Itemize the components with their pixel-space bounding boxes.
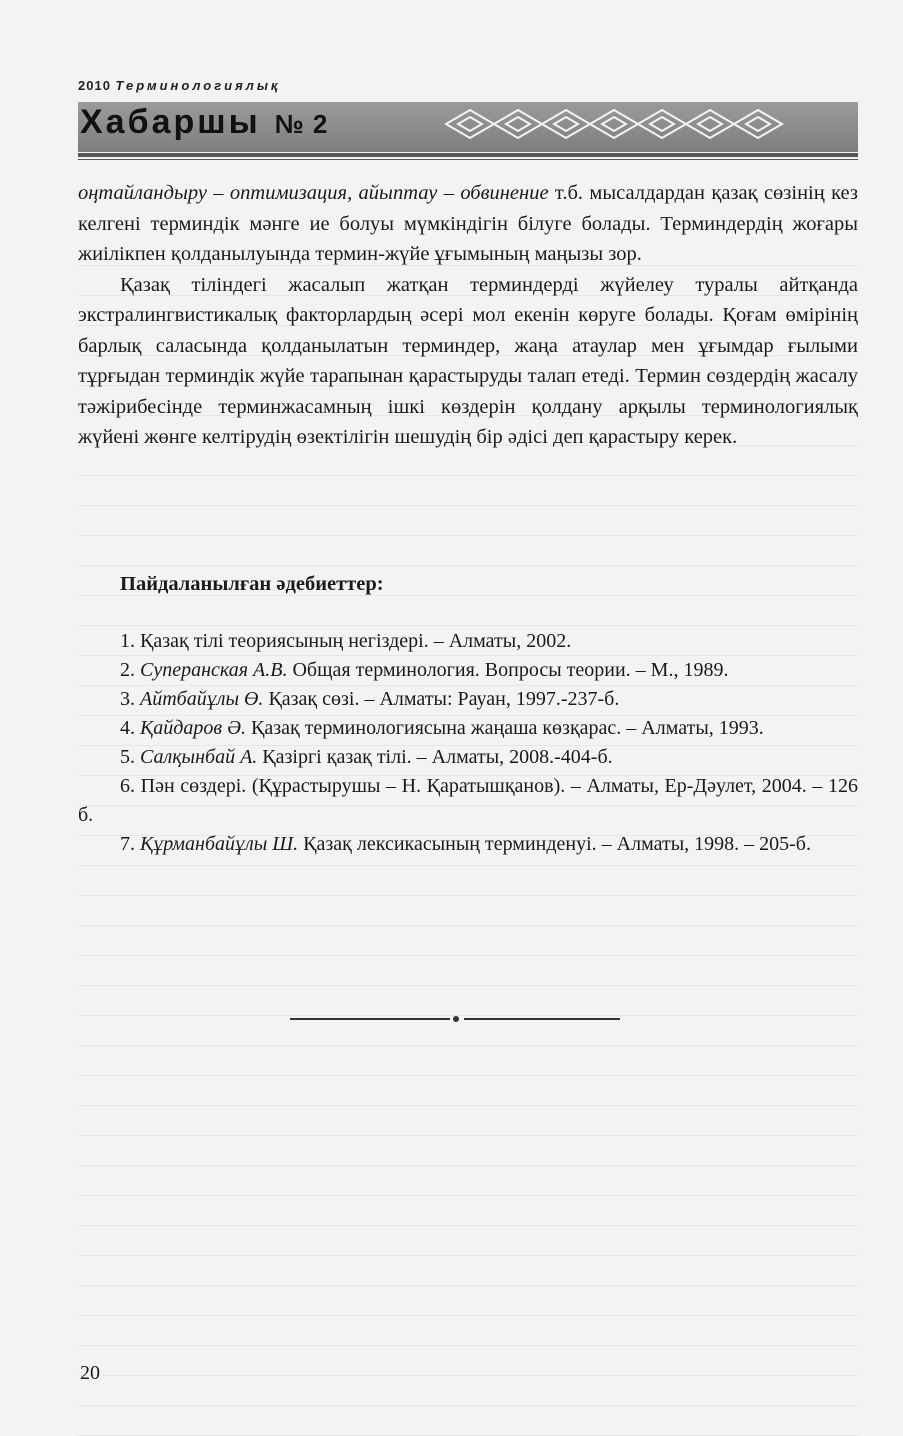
references-heading: Пайдаланылған әдебиеттер: xyxy=(120,573,384,595)
reference-text: Қазақ тілі теориясының негіздері. – Алматы, 2002. xyxy=(140,630,572,652)
reference-text: Қазақ терминологиясына жаңаша көзқарас. – Алматы, 1993. xyxy=(250,717,764,739)
bleed-line xyxy=(78,475,858,476)
reference-author: Салқынбай А. xyxy=(140,746,258,768)
reference-item xyxy=(78,627,858,656)
bleed-line xyxy=(78,1045,858,1046)
reference-text: Қазақ сөзі. – Алматы: Рауан, 1997.-237-б. xyxy=(268,688,620,710)
bleed-line xyxy=(78,505,858,506)
bleed-line xyxy=(78,1285,858,1286)
bleed-line xyxy=(78,1135,858,1136)
reference-number: 7. xyxy=(120,833,135,855)
bleed-line xyxy=(78,1225,858,1226)
bleed-line xyxy=(78,985,858,986)
bleed-line xyxy=(78,1195,858,1196)
ornament-diamond xyxy=(638,110,686,138)
reference-item xyxy=(78,830,858,859)
reference-text: Қазіргі қазақ тілі. – Алматы, 2008.-404-б. xyxy=(262,746,613,768)
bleed-line xyxy=(78,1345,858,1346)
header-year: 2010 xyxy=(78,78,111,93)
paragraph-text: т.б. мысалдардан қазақ сөзінің кез келгені терминдік мәнге ие болуы мүмкіндігін білуге болады. Терминдердің жоғары жиілікпен қолданылуында термин-жүйе ұғымының маңызы зор. xyxy=(78,182,858,265)
ornament-diamond xyxy=(686,110,734,138)
bleed-line xyxy=(78,895,858,896)
ornament-diamond xyxy=(446,110,494,138)
reference-item xyxy=(78,685,858,714)
paragraph-text: Қазақ тіліндегі жасалып жатқан терминдерді жүйелеу туралы айтқанда экстралингвистикалық факторлардың әсері мол екенін көруге болады. Қоғам өмірінің барлық саласында қолданылатын терминдер, жаңа атаулар мен ұғымдар ғылыми тұрғыдан терминдік жүйе тарапынан қарастыруды талап етеді. Термин сөздердің жасалу тәжірибесінде терминжасамның ішкі көздерін қолдану арқылы терминологиялық жүйені жөнге келтірудің өзектілігін шешудің бір әдісі деп қарастыру керек. xyxy=(78,273,858,448)
bleed-line xyxy=(78,1105,858,1106)
bleed-line xyxy=(78,865,858,866)
reference-item xyxy=(78,656,858,685)
reference-number: 2. xyxy=(120,659,135,681)
paragraph-2 xyxy=(78,270,858,453)
reference-number: 5. xyxy=(120,746,135,768)
journal-title-text: Хабаршы xyxy=(80,103,261,141)
reference-author: Айтбайұлы Ө. xyxy=(140,688,264,710)
ornament-diamond xyxy=(734,110,782,138)
bleed-line xyxy=(78,1375,858,1376)
bleed-line xyxy=(78,535,858,536)
reference-number: 1. xyxy=(120,630,135,652)
ornament-diamond xyxy=(494,110,542,138)
references-list xyxy=(78,627,858,859)
bleed-line xyxy=(78,625,858,626)
reference-item xyxy=(78,714,858,743)
journal-header-line xyxy=(78,78,281,93)
reference-number: 4. xyxy=(120,717,135,739)
reference-text: Общая терминология. Вопросы теории. – М., 1989. xyxy=(292,659,729,681)
reference-author: Суперанская А.В. xyxy=(140,659,288,681)
bleed-line xyxy=(78,565,858,566)
article-body xyxy=(78,178,858,453)
bleed-line xyxy=(78,1255,858,1256)
bleed-line xyxy=(78,925,858,926)
journal-title xyxy=(80,103,328,142)
ornament-diamond xyxy=(590,110,638,138)
reference-text: Пән сөздері. (Құрастырушы – Н. Қаратышқанов). – Алматы, Ер-Дәулет, 2004. – 126 б. xyxy=(78,775,859,826)
reference-number: 6. xyxy=(120,775,135,797)
header-series: Терминологиялық xyxy=(115,78,281,93)
reference-number: 3. xyxy=(120,688,135,710)
inline-italic: оңтайландыру – оптимизация, айыптау – обвинение xyxy=(78,182,549,204)
reference-author: Құрманбайұлы Ш. xyxy=(140,833,299,855)
paragraph-1 xyxy=(78,178,858,270)
header-ornament xyxy=(440,104,810,144)
bleed-line xyxy=(78,955,858,956)
reference-item xyxy=(78,743,858,772)
bleed-line xyxy=(78,1165,858,1166)
header-rule-thin xyxy=(78,159,858,160)
reference-text: Қазақ лексикасының терминденуі. – Алматы, 1998. – 205-б. xyxy=(303,833,811,855)
bleed-line xyxy=(78,1075,858,1076)
bleed-line xyxy=(78,1405,858,1406)
reference-item xyxy=(78,772,858,830)
ornament-diamond xyxy=(542,110,590,138)
end-ornament-rule xyxy=(290,1013,620,1025)
header-rule-thick xyxy=(78,153,858,157)
reference-author: Қайдаров Ә. xyxy=(140,717,246,739)
issue-number: № 2 xyxy=(274,109,329,139)
page-number: 20 xyxy=(80,1362,100,1384)
bleed-line xyxy=(78,1315,858,1316)
